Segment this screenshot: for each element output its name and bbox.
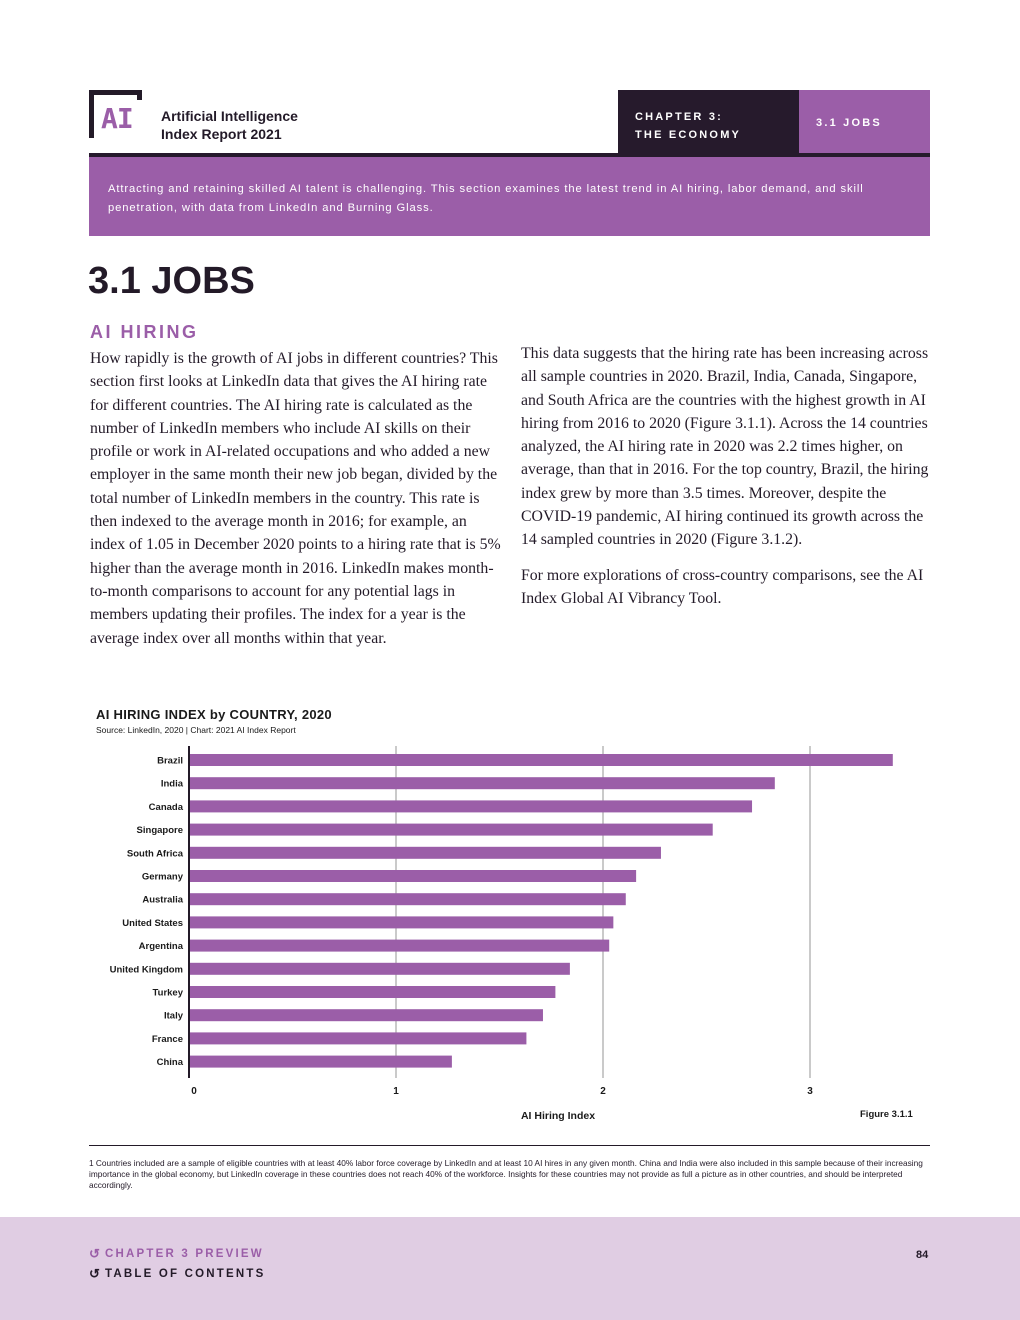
chapter-label-line1: CHAPTER 3: xyxy=(635,111,724,123)
bar xyxy=(189,870,636,882)
intro-banner: Attracting and retaining skilled AI talent is challenging. This section examines the latest trend in AI hiring, labor demand, and skill penetration, with data from LinkedIn and Burning Glass. xyxy=(89,157,930,236)
page-heading: 3.1 JOBS xyxy=(88,260,255,302)
category-label: Germany xyxy=(141,871,183,883)
logo-text: AI xyxy=(101,102,133,135)
x-tick-label: 3 xyxy=(807,1086,813,1097)
chapter-tab[interactable] xyxy=(618,90,799,155)
bar xyxy=(189,800,752,812)
category-label: Australia xyxy=(142,894,183,906)
category-label: United States xyxy=(122,917,183,929)
body-paragraph: How rapidly is the growth of AI jobs in different countries? This section first looks at LinkedIn data that gives the AI hiring rate for different countries. The AI hiring rate is calculated as the number of LinkedIn members who include AI skills on their profile or work in AI-related occupations and who added a new employer in the same month their new job began, divided by the total number of LinkedIn members in the country. This rate is then indexed to the average month in 2016; for example, an index of 1.05 in December 2020 points to a hiring rate that is 5% higher than the average month in 2016. LinkedIn makes month-to-month comparisons to account for any potential lags in members updating their profiles. The index for a year is the average index over all months within that year. xyxy=(90,350,501,647)
table-of-contents-link[interactable] xyxy=(89,1268,266,1280)
section-tab[interactable] xyxy=(799,90,930,155)
bar xyxy=(189,777,775,789)
category-label: South Africa xyxy=(126,848,183,860)
category-label: Brazil xyxy=(157,755,183,767)
x-tick-label: 2 xyxy=(600,1086,606,1097)
bar xyxy=(189,940,609,952)
return-arrow-icon: ↺ xyxy=(89,1246,103,1261)
body-paragraph: This data suggests that the hiring rate has been increasing across all sample countries in 2020. Brazil, India, Canada, Singapore, and South Africa are the countries with the highest growth in AI hiring from 2016 to 2020 (Figure 3.1.1). Across the 14 countries analyzed, the AI hiring rate in 2020 was 2.2 times higher, on average, than that in 2016. For the top country, Brazil, the hiring index grew by more than 3.5 times. Moreover, despite the COVID-19 pandemic, AI hiring continued its growth across the 14 sampled countries in 2020 (Figure 3.1.2). xyxy=(521,345,929,549)
chapter-preview-link[interactable] xyxy=(89,1248,264,1260)
report-title xyxy=(161,107,298,143)
bar xyxy=(189,893,626,905)
category-label: Italy xyxy=(163,1010,183,1022)
page-footer xyxy=(0,1217,1020,1320)
footnote: 1 Countries included are a sample of eligible countries with at least 40% labor force coverage by LinkedIn and at least 10 AI hires in any given month. China and India were also included in this sample because of their increasing importance in the global economy, but LinkedIn coverage in these countries does not reach 40% of the workforce. Insights for these countries may not provide as full a picture as in other countries, and should be interpreted accordingly. xyxy=(89,1158,923,1191)
sub-heading: AI HIRING xyxy=(90,322,199,342)
category-label: India xyxy=(160,778,183,790)
body-column-left xyxy=(90,347,505,650)
chart-source: Source: LinkedIn, 2020 | Chart: 2021 AI Index Report xyxy=(96,725,296,735)
return-arrow-icon: ↺ xyxy=(89,1266,103,1281)
category-label: United Kingdom xyxy=(109,964,183,976)
x-tick-label: 0 xyxy=(191,1086,197,1097)
x-tick-label: 1 xyxy=(393,1086,399,1097)
section-label: 3.1 JOBS xyxy=(816,117,882,129)
category-label: France xyxy=(151,1033,183,1045)
category-label: Turkey xyxy=(152,987,183,999)
report-title-line1: Artificial Intelligence xyxy=(161,108,298,124)
ai-index-logo xyxy=(89,90,145,138)
category-label: Singapore xyxy=(136,825,183,837)
x-axis-label: AI Hiring Index xyxy=(520,1110,596,1122)
bar xyxy=(189,824,713,836)
category-label: Canada xyxy=(148,801,183,813)
bar xyxy=(189,986,555,998)
bar xyxy=(189,1032,526,1044)
chart-title: AI HIRING INDEX by COUNTRY, 2020 xyxy=(96,707,332,722)
page-number: 84 xyxy=(916,1249,929,1261)
category-label: Argentina xyxy=(138,941,183,953)
bar xyxy=(189,963,570,975)
category-label: China xyxy=(156,1057,183,1069)
bar xyxy=(189,754,893,766)
body-column-right xyxy=(521,342,931,610)
figure-label: Figure 3.1.1 xyxy=(860,1109,913,1120)
footnote-divider xyxy=(89,1145,930,1146)
bar xyxy=(189,1009,543,1021)
report-title-line2: Index Report 2021 xyxy=(161,126,282,142)
bar xyxy=(189,847,661,859)
hiring-index-chart xyxy=(0,740,1020,1130)
body-paragraph: For more explorations of cross-country comparisons, see the AI Index Global AI Vibrancy Tool. xyxy=(521,566,924,607)
table-of-contents-label: TABLE OF CONTENTS xyxy=(105,1268,266,1280)
bar xyxy=(189,1056,452,1068)
chapter-preview-label: CHAPTER 3 PREVIEW xyxy=(105,1248,264,1260)
bar xyxy=(189,916,613,928)
chapter-label-line2: THE ECONOMY xyxy=(635,129,742,141)
